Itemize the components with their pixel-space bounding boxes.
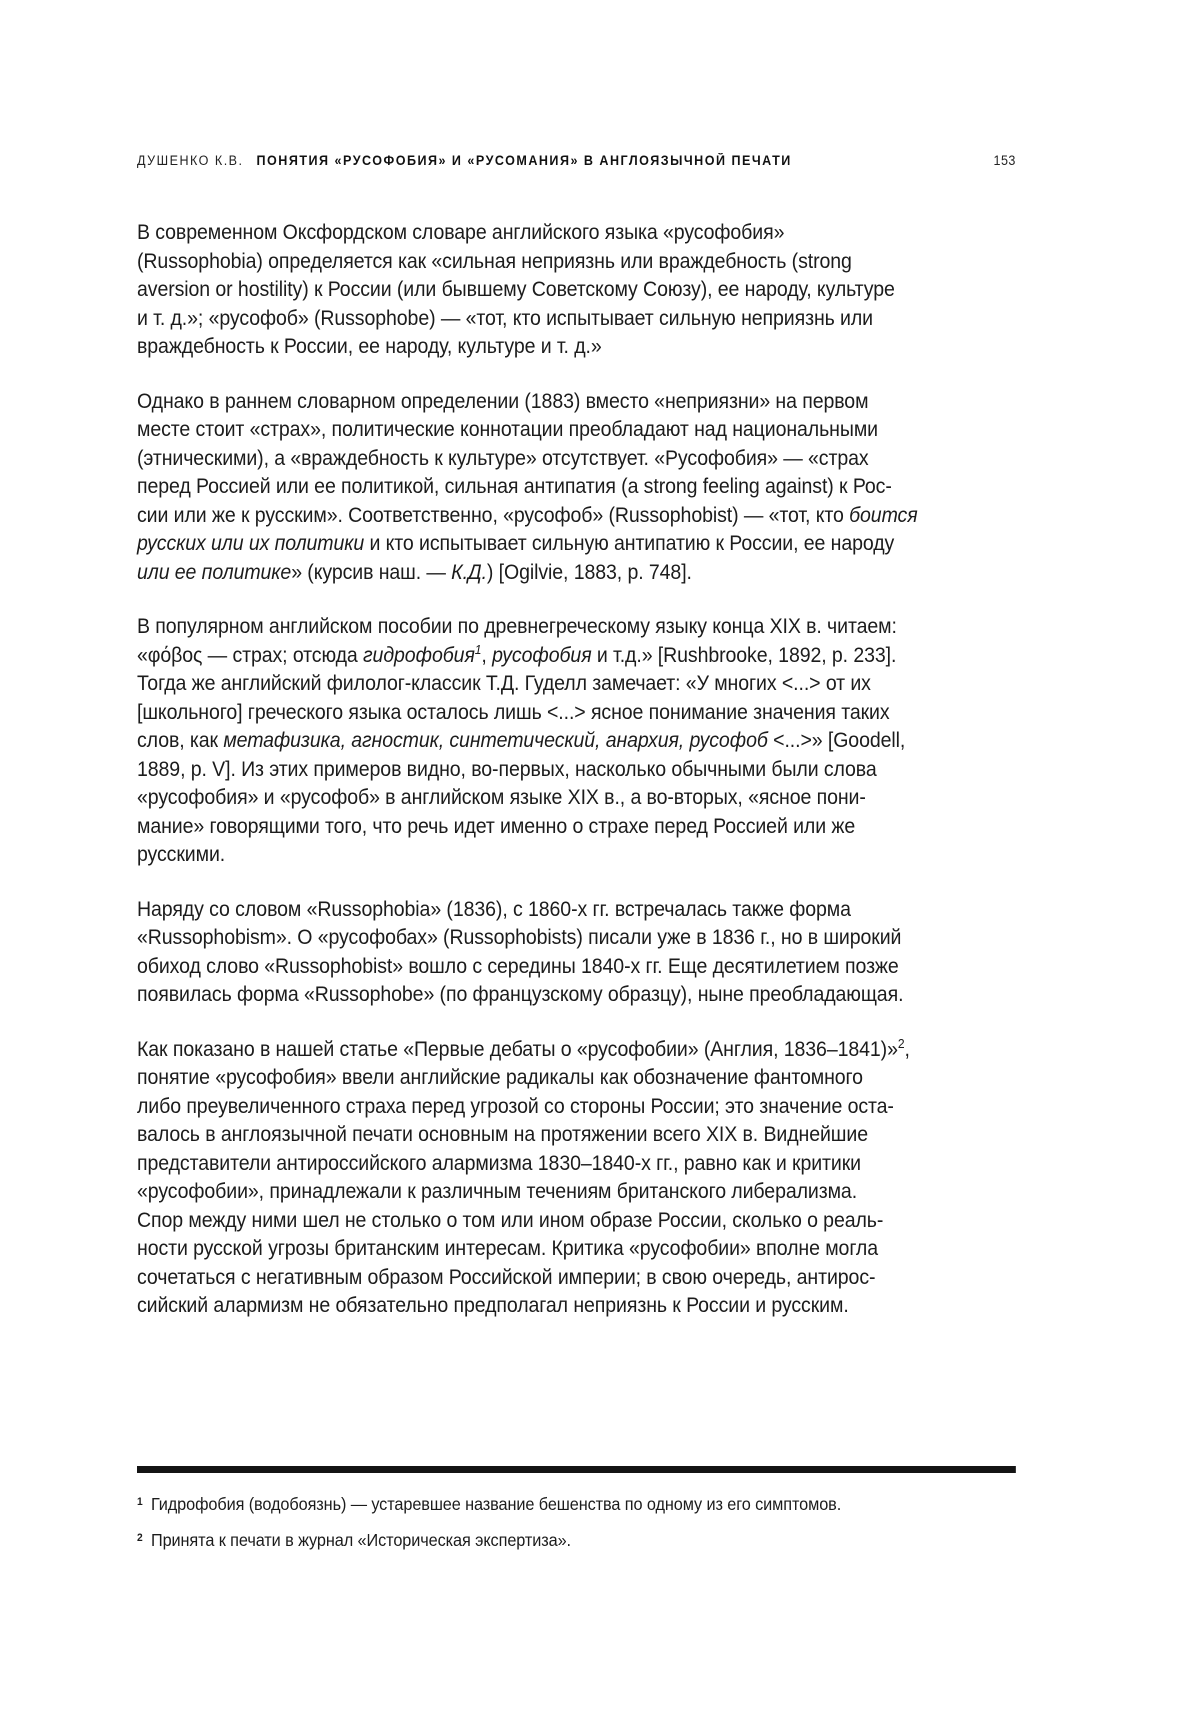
text-line	[137, 1264, 1016, 1293]
text-line	[137, 813, 1016, 842]
text-run: «Russophobism». О «русофобах» (Russophobists) писали уже в 1836 г., но в широкий	[137, 926, 902, 949]
text-line	[137, 1150, 1016, 1179]
text-run: и т.д.» [Rushbrooke, 1892, p. 233].	[591, 643, 897, 667]
text-line	[137, 219, 1016, 248]
text-run: метафизика, агностик, синтетический, анархия, русофоб	[223, 729, 768, 752]
text-line	[137, 502, 1016, 531]
text-line	[137, 670, 1016, 699]
page-number: 153	[993, 153, 1016, 168]
text-line	[137, 896, 1016, 925]
footnote-text: Принята к печати в журнал «Историческая экспертиза».	[150, 1529, 571, 1550]
text-run: боится	[849, 503, 918, 527]
text-run: сийский алармизм не обязательно предполагал неприязнь к России и русским.	[137, 1294, 849, 1317]
text-line	[137, 981, 1016, 1010]
author-name: ДУШЕНКО К.В.	[137, 153, 244, 168]
text-run: (этническими), а «враждебность к культуре» отсутствует. «Русофобия» — «страх	[137, 446, 869, 470]
body-text	[137, 219, 1016, 1321]
text-run: и кто испытывает сильную антипатию к России, ее народу	[364, 532, 895, 555]
text-run: или ее политике	[137, 560, 292, 584]
text-line	[137, 559, 1016, 588]
text-run: ности русской угрозы британским интересам. Критика «русофобии» вполне могла	[137, 1237, 879, 1260]
text-run: (Russophobia) определяется как «сильная неприязнь или враждебность (strong	[137, 249, 852, 273]
text-line	[137, 924, 1016, 953]
text-run: ,	[481, 643, 493, 667]
text-line	[137, 248, 1016, 277]
text-run: «русофобия» и «русофоб» в английском языке XIX в., а во-вторых, «ясное пони-	[137, 786, 866, 809]
text-run: Однако в раннем словарном определении (1883) вместо «неприязни» на первом	[137, 389, 869, 413]
text-run: В современном Оксфордском словаре английского языка «русофобия»	[137, 221, 785, 244]
text-run: русскими.	[137, 843, 226, 866]
text-run: Спор между ними шел не столько о том или ином образе России, сколько о реаль-	[137, 1208, 884, 1232]
text-line	[137, 841, 1016, 870]
text-run: либо преувеличенного страха перед угрозой со стороны России; это значение оста-	[137, 1094, 894, 1118]
text-run: [школьного] греческого языка осталось лишь <...> ясное понимание значения таких	[137, 700, 890, 724]
text-line	[137, 333, 1016, 362]
text-line	[137, 276, 1016, 305]
superscript-marker: 2	[897, 1036, 905, 1052]
text-run: «русофобии», принадлежали к различным течениям британского либерализма.	[137, 1180, 858, 1203]
text-run: месте стоит «страх», политические коннотации преобладают над национальными	[137, 418, 878, 441]
text-run: мание» говорящими того, что речь идет именно о страхе перед Россией или же	[137, 814, 856, 838]
text-line	[137, 1036, 1016, 1065]
text-line	[137, 1121, 1016, 1150]
footnote-marker: 2	[137, 1531, 143, 1544]
text-line	[137, 416, 1016, 445]
text-run: » (курсив наш. —	[291, 560, 452, 584]
paragraph	[137, 219, 1016, 362]
text-run: aversion or hostility) к России (или бывшему Советскому Союзу), ее народу, культуре	[137, 278, 895, 301]
text-line	[137, 953, 1016, 982]
text-line	[137, 784, 1016, 813]
text-run: представители антироссийского алармизма 1830–1840-х гг., равно как и критики	[137, 1151, 861, 1175]
text-line	[137, 613, 1016, 642]
text-line	[137, 699, 1016, 728]
paragraph	[137, 1036, 1016, 1321]
text-line	[137, 473, 1016, 502]
footnote-item	[137, 1529, 1016, 1551]
text-line	[137, 1207, 1016, 1236]
text-run: Наряду со словом «Russophobia» (1836), с 1860-х гг. встречалась также форма	[137, 897, 851, 921]
text-run: Тогда же английский филолог-классик Т.Д. Гуделл замечает: «У многих <...> от их	[137, 672, 871, 695]
text-line	[137, 388, 1016, 417]
text-run: русских или их политики	[137, 532, 365, 555]
text-run: Как показано в нашей статье «Первые дебаты о «русофобии» (Англия, 1836–1841)»	[137, 1037, 898, 1061]
paragraph	[137, 388, 1016, 588]
text-line	[137, 727, 1016, 756]
text-run: ,	[904, 1037, 910, 1061]
footnote-marker: 1	[137, 1495, 143, 1508]
text-line	[137, 305, 1016, 334]
text-run: русофобия	[492, 643, 592, 667]
text-line	[137, 1292, 1016, 1321]
text-line	[137, 1064, 1016, 1093]
text-line	[137, 642, 1016, 671]
text-run: валось в англоязычной печати основным на протяжении всего XIX в. Виднейшие	[137, 1123, 868, 1146]
text-run: слов, как	[137, 729, 224, 752]
footnote-rule	[137, 1466, 1016, 1473]
text-line	[137, 1235, 1016, 1264]
text-line	[137, 445, 1016, 474]
superscript-marker: 1	[474, 642, 482, 658]
text-run: В популярном английском пособии по древнегреческому языку конца XIX в. читаем:	[137, 615, 897, 638]
text-line	[137, 1093, 1016, 1122]
text-run: появилась форма «Russophobe» (по французскому образцу), ныне преобладающая.	[137, 983, 904, 1006]
text-run: 1889, p. V]. Из этих примеров видно, во-первых, насколько обычными были слова	[137, 757, 877, 781]
text-run: ) [Ogilvie, 1883, p. 748].	[486, 560, 692, 584]
text-run: К.Д.	[451, 560, 487, 584]
paragraph	[137, 613, 1016, 870]
text-run: гидрофобия	[363, 643, 475, 667]
paragraph	[137, 896, 1016, 1010]
article-title: ПОНЯТИЯ «РУСОФОБИЯ» И «РУСОМАНИЯ» В АНГЛОЯЗЫЧНОЙ ПЕЧАТИ	[256, 153, 792, 168]
text-run: враждебность к России, ее народу, культуре и т. д.»	[137, 335, 602, 358]
text-run: сочетаться с негативным образом Российской империи; в свою очередь, антирос-	[137, 1265, 876, 1289]
text-run: сии или же к русским». Соответственно, «русофоб» (Russophobist) — «тот, кто	[137, 503, 850, 527]
page-content	[137, 152, 1016, 1565]
text-line	[137, 756, 1016, 785]
footnotes	[137, 1493, 1016, 1551]
text-line	[137, 530, 1016, 559]
text-run: <...>» [Goodell,	[767, 729, 906, 752]
running-head	[137, 152, 1016, 170]
footnote-text: Гидрофобия (водобоязнь) — устаревшее название бешенства по одному из его симптомов.	[150, 1493, 842, 1514]
text-run: перед Россией или ее политикой, сильная антипатия (a strong feeling against) к Рос-	[137, 475, 892, 498]
text-run: и т. д.»; «русофоб» (Russophobe) — «тот, кто испытывает сильную неприязнь или	[137, 306, 873, 330]
text-run: обиход слово «Russophobist» вошло с середины 1840-х гг. Еще десятилетием позже	[137, 954, 899, 978]
footnote-item	[137, 1493, 1016, 1515]
text-line	[137, 1178, 1016, 1207]
text-run: понятие «русофобия» ввели английские радикалы как обозначение фантомного	[137, 1066, 863, 1089]
text-run: «φόβος — страх; отсюда	[137, 643, 364, 667]
